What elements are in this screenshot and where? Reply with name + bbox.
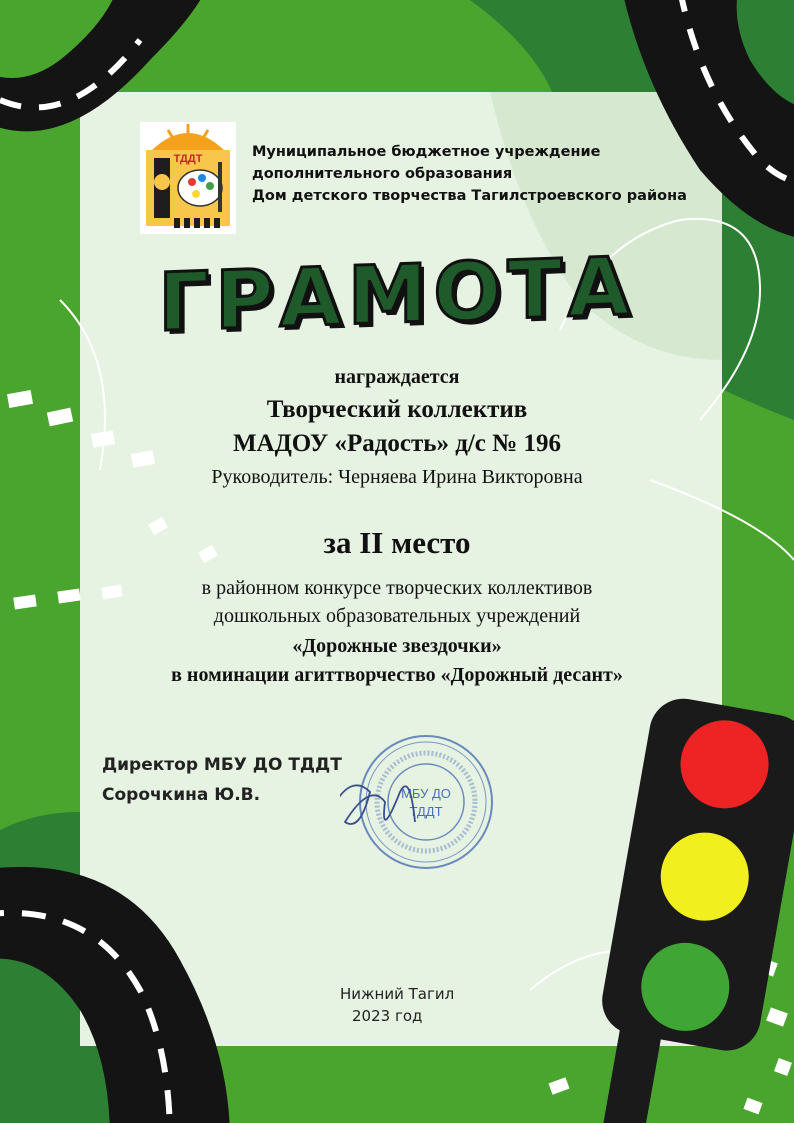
organization-line-1: Муниципальное бюджетное учреждение bbox=[252, 144, 601, 160]
traffic-light bbox=[560, 690, 794, 1123]
contest-description-2: дошкольных образовательных учреждений bbox=[213, 605, 581, 627]
director-position: Директор МБУ ДО ТДДТ bbox=[102, 755, 342, 775]
organization-logo bbox=[140, 122, 236, 234]
organization-line-2: дополнительного образования bbox=[252, 166, 513, 182]
director-name: Сорочкина Ю.В. bbox=[102, 785, 261, 805]
official-stamp bbox=[340, 732, 498, 874]
awarded-label: награждается bbox=[334, 366, 460, 388]
contest-name: «Дорожные звездочки» bbox=[292, 635, 502, 657]
place-label: за II место bbox=[323, 525, 471, 560]
organization-line-3: Дом детского творчества Тагилстроевского района bbox=[252, 188, 687, 204]
stamp-text-2: ТДДТ bbox=[409, 804, 443, 819]
nomination: в номинации агиттворчество «Дорожный десант» bbox=[171, 664, 623, 686]
footer bbox=[340, 985, 454, 1025]
certificate-title: ГРАМОТА bbox=[158, 239, 636, 350]
stamp-text-1: МБУ ДО bbox=[401, 786, 451, 801]
logo-text: ТДДТ bbox=[173, 153, 203, 165]
recipient-line-1: Творческий коллектив bbox=[266, 396, 528, 423]
leader-name: Руководитель: Черняева Ирина Викторовна bbox=[211, 466, 583, 488]
contest-description-1: в районном конкурсе творческих коллективов bbox=[201, 577, 593, 599]
signature-block bbox=[102, 750, 342, 810]
year: 2023 год bbox=[352, 1007, 423, 1025]
recipient-line-2: МАДОУ «Радость» д/с № 196 bbox=[232, 430, 562, 457]
city-name: Нижний Тагил bbox=[340, 985, 455, 1003]
organization-name bbox=[252, 141, 687, 207]
